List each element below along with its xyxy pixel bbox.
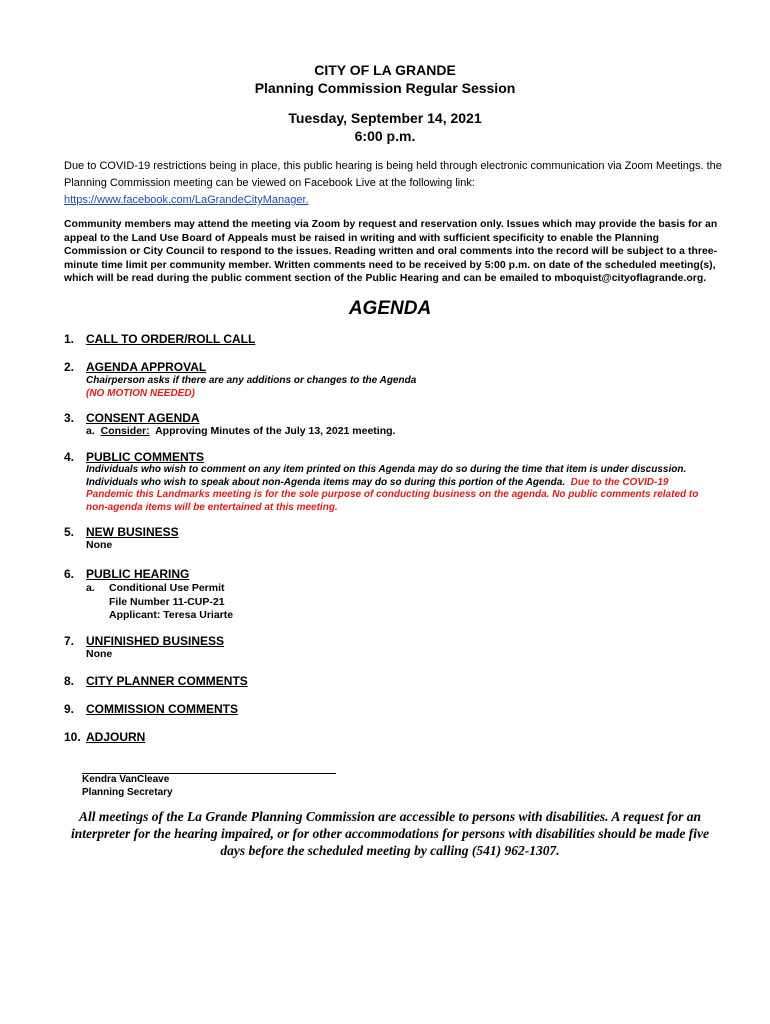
intro-paragraph [64, 158, 724, 209]
facebook-link[interactable]: https://www.facebook.com/LaGrandeCityManager. [64, 194, 309, 206]
signature-role: Planning Secretary [82, 787, 173, 798]
item-number: 1. [64, 332, 75, 346]
sub-text: Approving Minutes of the July 13, 2021 meeting. [155, 425, 396, 437]
item-title: ADJOURN [86, 730, 146, 744]
item-title: AGENDA APPROVAL [86, 360, 207, 374]
agenda-item-3 [64, 411, 200, 426]
agenda-title: AGENDA [348, 298, 432, 319]
hearing-line-1: Conditional Use Permit [109, 582, 225, 594]
public-comments-note [86, 464, 716, 514]
item-number: 6. [64, 567, 75, 581]
item-title: CALL TO ORDER/ROLL CALL [86, 332, 256, 346]
agenda-item-10 [64, 730, 145, 745]
item-number: 2. [64, 360, 75, 374]
header-city: CITY OF LA GRANDE [314, 62, 456, 78]
item-number: 5. [64, 525, 75, 539]
public-hearing-prefix: a. [86, 582, 95, 594]
item-number: 4. [64, 450, 75, 464]
item-title: CONSENT AGENDA [86, 411, 200, 425]
signature-name: Kendra VanCleave [82, 774, 170, 785]
header-date: Tuesday, September 14, 2021 [288, 110, 482, 126]
item-title: CITY PLANNER COMMENTS [86, 674, 248, 688]
note-red: Due to the COVID-19 Pandemic this Landmarks meeting is for the sole purpose of conducting business on the agenda. No public comments related to non-agenda items will be entertained at this meeting. [86, 476, 699, 513]
agenda-approval-note [86, 375, 716, 400]
header-session: Planning Commission Regular Session [254, 80, 516, 96]
agenda-item-2 [64, 360, 206, 375]
item-number: 3. [64, 411, 75, 425]
sub-prefix: a. [86, 425, 95, 437]
agenda-item-8 [64, 674, 248, 689]
hearing-line-3: Applicant: Teresa Uriarte [109, 609, 234, 621]
agenda-item-9 [64, 702, 238, 717]
hearing-line-2: File Number 11-CUP-21 [109, 595, 225, 608]
agenda-item-6 [64, 567, 189, 582]
agenda-item-5 [64, 525, 179, 540]
agenda-item-7 [64, 634, 224, 649]
item-title: PUBLIC HEARING [86, 567, 190, 581]
agenda-item-4 [64, 450, 204, 465]
note-line-2: Individuals who wish to speak about non-Agenda items may do so during this portion of the Agenda. [86, 476, 566, 488]
intro-text: Due to COVID-19 restrictions being in place, this public hearing is being held through electronic communication via Zoom Meetings. the Planning Commission meeting can be viewed on Facebook Live at the following link: [64, 160, 722, 189]
item-title: COMMISSION COMMENTS [86, 702, 238, 716]
item-title: PUBLIC COMMENTS [86, 450, 204, 464]
item-number: 8. [64, 674, 75, 688]
header-time: 6:00 p.m. [354, 128, 416, 144]
note-red: (NO MOTION NEEDED) [86, 387, 195, 399]
public-hearing-details [109, 582, 233, 623]
note-line-1: Individuals who wish to comment on any item printed on this Agenda may do so during the time that item is under discussion. [86, 464, 687, 475]
note-text: Chairperson asks if there are any additions or changes to the Agenda [86, 375, 417, 386]
accessibility-footer: All meetings of the La Grande Planning Commission are accessible to persons with disabilities. A request for an interpreter for the hearing impaired, or for other accommodations for persons with disabilities should be made five days before the scheduled meeting by calling (541) 962-1307. [71, 809, 709, 858]
item-title: NEW BUSINESS [86, 525, 179, 539]
unfinished-business-none: None [86, 648, 113, 660]
item-number: 9. [64, 702, 75, 716]
notice-paragraph: Community members may attend the meeting via Zoom by request and reservation only. Issues which may provide the basis for an appeal to the Land Use Board of Appeals must be raised in writing and with sufficient specificity to enable the Planning Commission or City Council to respond to the issues. Reading written and oral comments into the record will be subject to a three-minute time limit per community member. Written comments need to be received by 5:00 p.m. on date of the scheduled meeting(s), which will be read during the public comment section of the Public Hearing and can be emailed to mboquist@cityoflagrande.org. [64, 219, 718, 285]
item-number: 10. [64, 730, 81, 744]
agenda-item-1 [64, 332, 255, 347]
item-number: 7. [64, 634, 75, 648]
item-title: UNFINISHED BUSINESS [86, 634, 225, 648]
new-business-none: None [86, 539, 113, 551]
consent-sub-item [86, 425, 395, 439]
sub-label: Consider: [100, 425, 150, 437]
